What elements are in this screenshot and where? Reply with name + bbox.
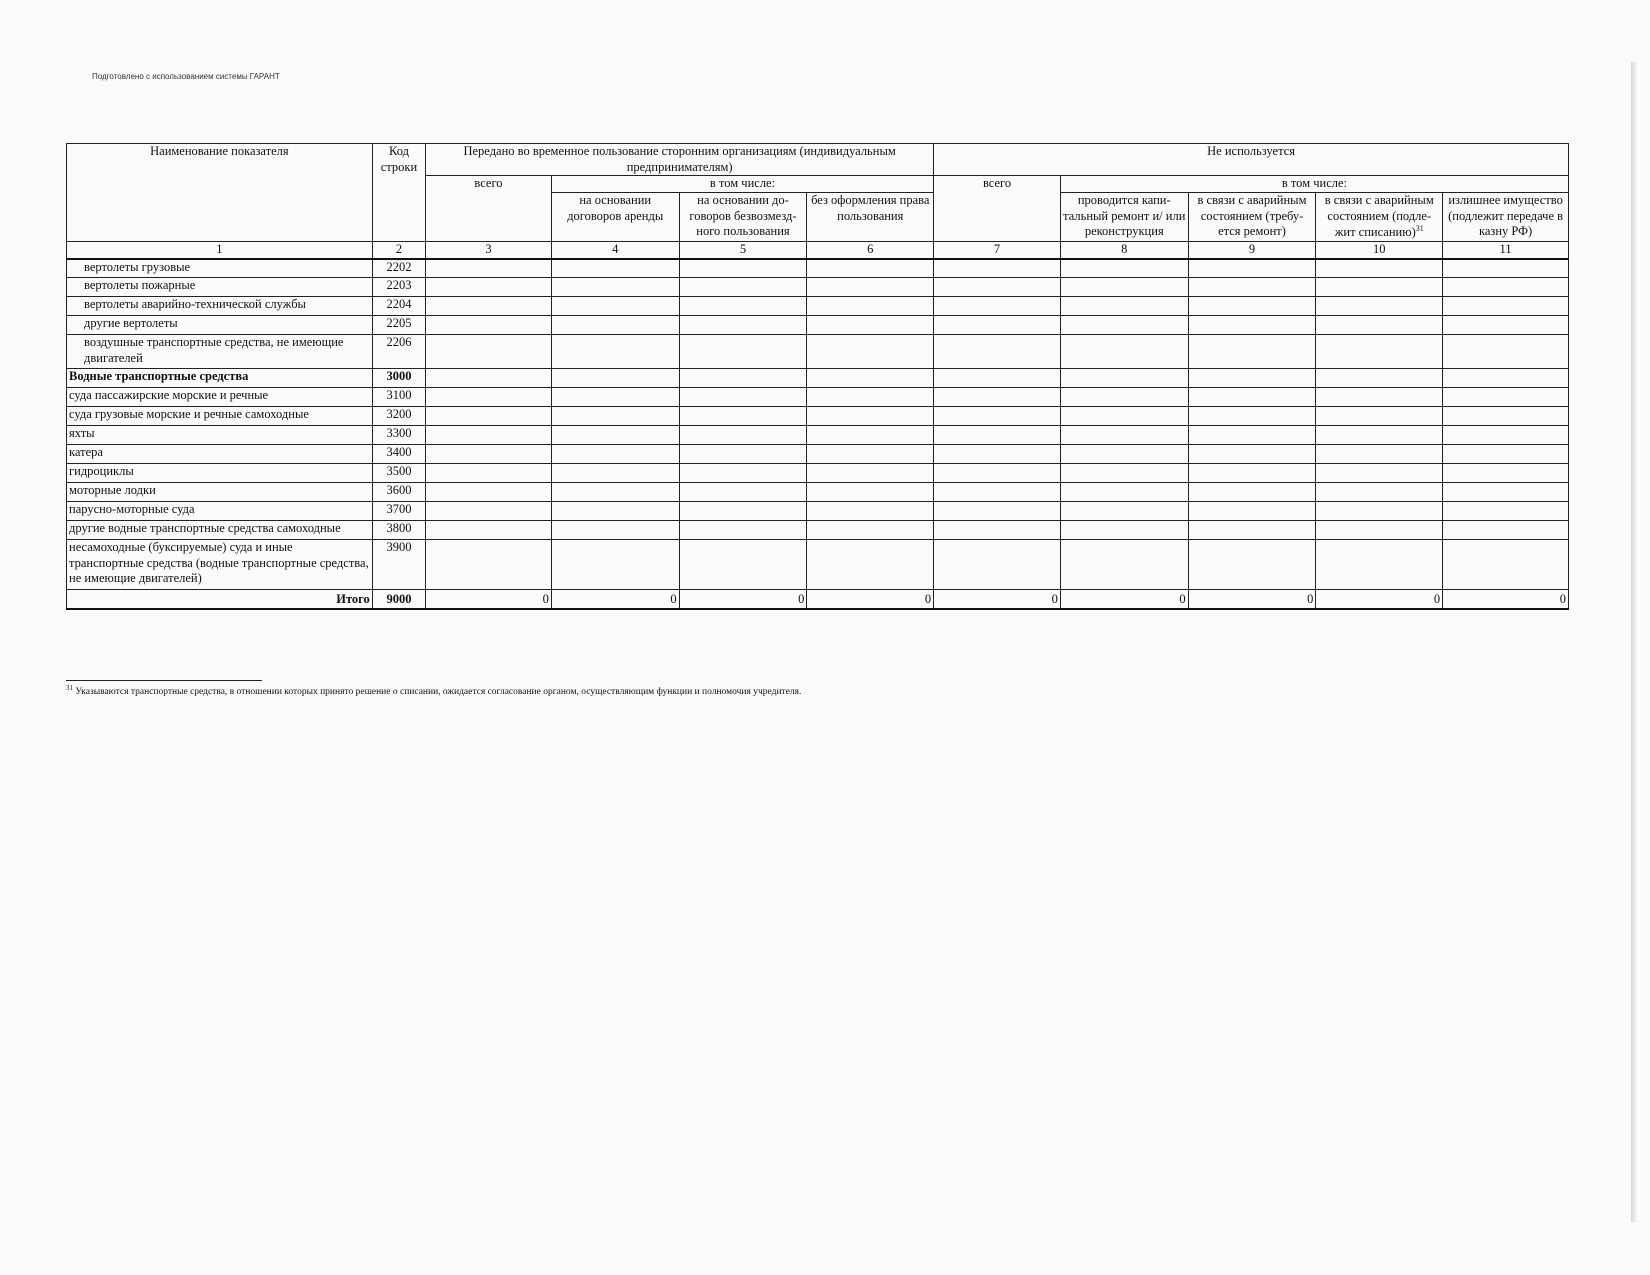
header-emergency-repair: в связи с аварийным состоянием (требу-ется ремонт) xyxy=(1188,192,1316,241)
row-name: гидроциклы xyxy=(67,464,373,483)
col-number: 5 xyxy=(679,241,807,258)
watermark-text: Подготовлено с использованием системы ГАРАНТ xyxy=(92,72,280,81)
header-total-not-used: всего xyxy=(934,176,1061,242)
header-no-right: без оформления права пользования xyxy=(807,192,934,241)
row-code: 3500 xyxy=(372,464,425,483)
table-row xyxy=(67,407,1569,426)
header-not-used: Не используется xyxy=(934,144,1569,176)
row-code: 2202 xyxy=(372,259,425,278)
row-name: воздушные транспортные средства, не имеющие двигателей xyxy=(67,335,373,369)
header-emergency-writeoff xyxy=(1316,192,1443,241)
table-row xyxy=(67,426,1569,445)
page-edge xyxy=(1631,62,1637,1222)
row-name: парусно-моторные суда xyxy=(67,502,373,521)
total-label: Итого xyxy=(67,590,373,609)
row-code: 3100 xyxy=(372,388,425,407)
total-row xyxy=(67,590,1569,609)
row-code: 2203 xyxy=(372,278,425,297)
header-excess: излишнее имущество (подлежит передаче в казну РФ) xyxy=(1443,192,1569,241)
row-name: другие водные транспортные средства самоходные xyxy=(67,521,373,540)
column-numbers-row xyxy=(67,241,1569,258)
header-including-not-used: в том числе: xyxy=(1060,176,1568,193)
data-table xyxy=(66,143,1569,610)
table-row xyxy=(67,521,1569,540)
table-row xyxy=(67,278,1569,297)
total-value: 0 xyxy=(551,590,679,609)
table-row xyxy=(67,464,1569,483)
header-gratuitous: на основании до-говоров безвозмезд-ного пользования xyxy=(679,192,807,241)
col-number: 7 xyxy=(934,241,1061,258)
col-number: 8 xyxy=(1060,241,1188,258)
header-including-transferred: в том числе: xyxy=(551,176,933,193)
header-repair: проводится капи-тальный ремонт и/ или реконструкция xyxy=(1060,192,1188,241)
row-name: суда пассажирские морские и речные xyxy=(67,388,373,407)
row-name: вертолеты аварийно-технической службы xyxy=(67,297,373,316)
total-value: 0 xyxy=(1060,590,1188,609)
table-row xyxy=(67,388,1569,407)
col-number: 6 xyxy=(807,241,934,258)
header-name: Наименование показателя xyxy=(67,144,373,242)
row-code: 3700 xyxy=(372,502,425,521)
row-code: 3800 xyxy=(372,521,425,540)
row-code: 2205 xyxy=(372,316,425,335)
row-code: 3900 xyxy=(372,540,425,590)
col-number: 4 xyxy=(551,241,679,258)
footnote-text: Указываются транспортные средства, в отношении которых принято решение о списании, ожидается согласование органом, осуществляющим функции и полномочия учредителя. xyxy=(75,687,802,698)
table-row xyxy=(67,335,1569,369)
row-name: моторные лодки xyxy=(67,483,373,502)
total-value: 0 xyxy=(934,590,1061,609)
row-code: 2206 xyxy=(372,335,425,369)
row-name: суда грузовые морские и речные самоходные xyxy=(67,407,373,426)
row-code: 3200 xyxy=(372,407,425,426)
col-number: 10 xyxy=(1316,241,1443,258)
row-name: несамоходные (буксируемые) суда и иные транспортные средства (водные транспортные средства, не имеющие двигателей) xyxy=(67,540,373,590)
total-code: 9000 xyxy=(372,590,425,609)
col-number: 11 xyxy=(1443,241,1569,258)
total-value: 0 xyxy=(1316,590,1443,609)
row-code: 3400 xyxy=(372,445,425,464)
row-code: 3600 xyxy=(372,483,425,502)
total-value: 0 xyxy=(679,590,807,609)
header-lease: на основании договоров аренды xyxy=(551,192,679,241)
header-code: Код строки xyxy=(372,144,425,242)
table-row xyxy=(67,445,1569,464)
total-value: 0 xyxy=(426,590,552,609)
row-code: 2204 xyxy=(372,297,425,316)
table-row xyxy=(67,483,1569,502)
header-emergency-writeoff-text: в связи с аварийным состоянием (подле-жит списанию) xyxy=(1324,192,1434,240)
footnote-mark: 31 xyxy=(66,684,73,692)
col-number: 1 xyxy=(67,241,373,258)
header-transferred: Передано во временное пользование сторонним организациям (индивидуальным предпринимателям) xyxy=(426,144,934,176)
table-row xyxy=(67,259,1569,278)
footnote xyxy=(66,684,801,697)
row-code: 3300 xyxy=(372,426,425,445)
total-value: 0 xyxy=(807,590,934,609)
header-total-transferred: всего xyxy=(426,176,552,242)
footnote-ref: 31 xyxy=(1415,224,1424,234)
col-number: 9 xyxy=(1188,241,1316,258)
row-name: катера xyxy=(67,445,373,464)
row-name: вертолеты грузовые xyxy=(67,259,373,278)
table-row xyxy=(67,316,1569,335)
col-number: 2 xyxy=(372,241,425,258)
table-row xyxy=(67,540,1569,590)
footnote-separator xyxy=(66,680,262,681)
row-name: вертолеты пожарные xyxy=(67,278,373,297)
row-name: Водные транспортные средства xyxy=(67,369,373,388)
row-name: яхты xyxy=(67,426,373,445)
row-name: другие вертолеты xyxy=(67,316,373,335)
row-code: 3000 xyxy=(372,369,425,388)
total-value: 0 xyxy=(1188,590,1316,609)
table-row xyxy=(67,502,1569,521)
total-value: 0 xyxy=(1443,590,1569,609)
col-number: 3 xyxy=(426,241,552,258)
table-row xyxy=(67,369,1569,388)
table-row xyxy=(67,297,1569,316)
